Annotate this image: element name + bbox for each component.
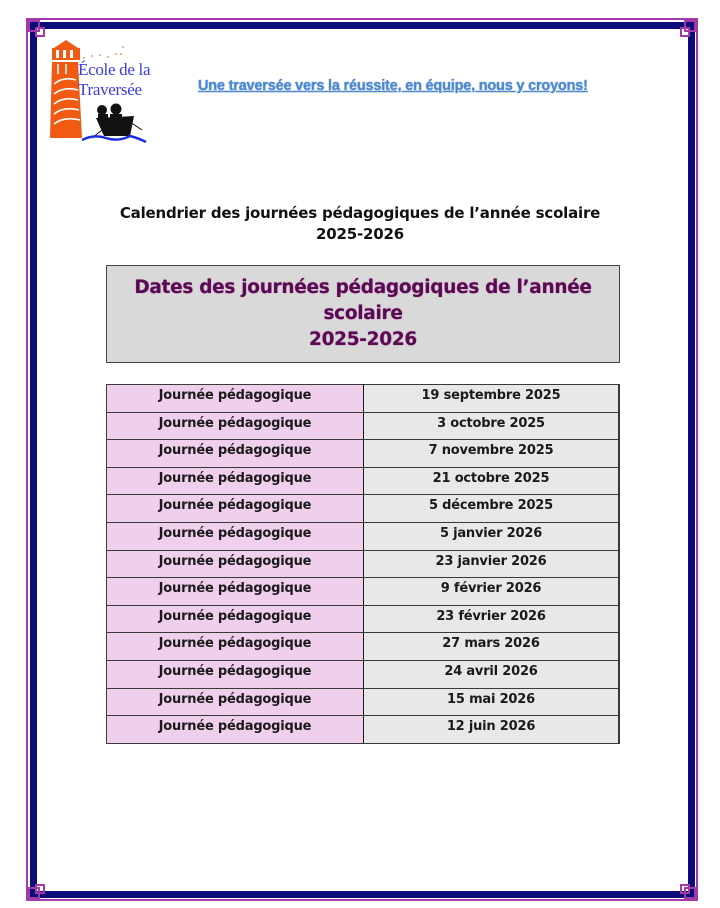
table-row xyxy=(107,578,620,606)
day-type-cell: Journée pédagogique xyxy=(107,688,364,716)
day-type-cell: Journée pédagogique xyxy=(107,467,364,495)
date-cell: 7 novembre 2025 xyxy=(364,440,620,468)
date-cell: 23 janvier 2026 xyxy=(364,550,620,578)
date-cell: 12 juin 2026 xyxy=(364,716,620,744)
logo-line-2: Traversée xyxy=(78,80,142,99)
corner-ornament-bottom-left-inner xyxy=(35,884,45,894)
table-row xyxy=(107,385,620,413)
date-cell: 19 septembre 2025 xyxy=(364,385,620,413)
document-title xyxy=(100,203,620,245)
date-cell: 5 janvier 2026 xyxy=(364,522,620,550)
day-type-cell: Journée pédagogique xyxy=(107,578,364,606)
school-tagline-link[interactable]: Une traversée vers la réussite, en équipe, nous y croyons! xyxy=(198,78,588,94)
table-row xyxy=(107,550,620,578)
table-row xyxy=(107,605,620,633)
pedagogical-days-table xyxy=(106,384,620,744)
day-type-cell: Journée pédagogique xyxy=(107,495,364,523)
document-title-line-2: 2025-2026 xyxy=(316,225,404,243)
day-type-cell: Journée pédagogique xyxy=(107,522,364,550)
dates-header-title xyxy=(107,275,619,353)
day-type-cell: Journée pédagogique xyxy=(107,385,364,413)
table-row xyxy=(107,716,620,744)
table-row xyxy=(107,522,620,550)
table-row xyxy=(107,633,620,661)
date-cell: 5 décembre 2025 xyxy=(364,495,620,523)
date-cell: 27 mars 2026 xyxy=(364,633,620,661)
table-row xyxy=(107,688,620,716)
date-cell: 3 octobre 2025 xyxy=(364,412,620,440)
corner-ornament-top-left-inner xyxy=(35,27,45,37)
date-cell: 23 février 2026 xyxy=(364,605,620,633)
day-type-cell: Journée pédagogique xyxy=(107,605,364,633)
dates-header-title-line-1: Dates des journées pédagogiques de l’année scolaire xyxy=(134,277,592,324)
logo-line-1: École de la xyxy=(78,60,151,79)
date-cell: 24 avril 2026 xyxy=(364,660,620,688)
day-type-cell: Journée pédagogique xyxy=(107,412,364,440)
day-type-cell: Journée pédagogique xyxy=(107,440,364,468)
date-cell: 21 octobre 2025 xyxy=(364,467,620,495)
day-type-cell: Journée pédagogique xyxy=(107,716,364,744)
date-cell: 15 mai 2026 xyxy=(364,688,620,716)
logo-text xyxy=(78,60,150,100)
table-row xyxy=(107,660,620,688)
dates-header-box xyxy=(106,265,620,363)
corner-ornament-top-right-inner xyxy=(680,27,690,37)
document-title-line-1: Calendrier des journées pédagogiques de l’année scolaire xyxy=(119,204,601,222)
table-row xyxy=(107,440,620,468)
table-row xyxy=(107,412,620,440)
dates-header-title-line-2: 2025-2026 xyxy=(309,329,417,350)
corner-ornament-bottom-right-inner xyxy=(680,884,690,894)
table-row xyxy=(107,495,620,523)
table-row xyxy=(107,467,620,495)
day-type-cell: Journée pédagogique xyxy=(107,550,364,578)
day-type-cell: Journée pédagogique xyxy=(107,660,364,688)
day-type-cell: Journée pédagogique xyxy=(107,633,364,661)
date-cell: 9 février 2026 xyxy=(364,578,620,606)
school-logo xyxy=(46,38,156,146)
